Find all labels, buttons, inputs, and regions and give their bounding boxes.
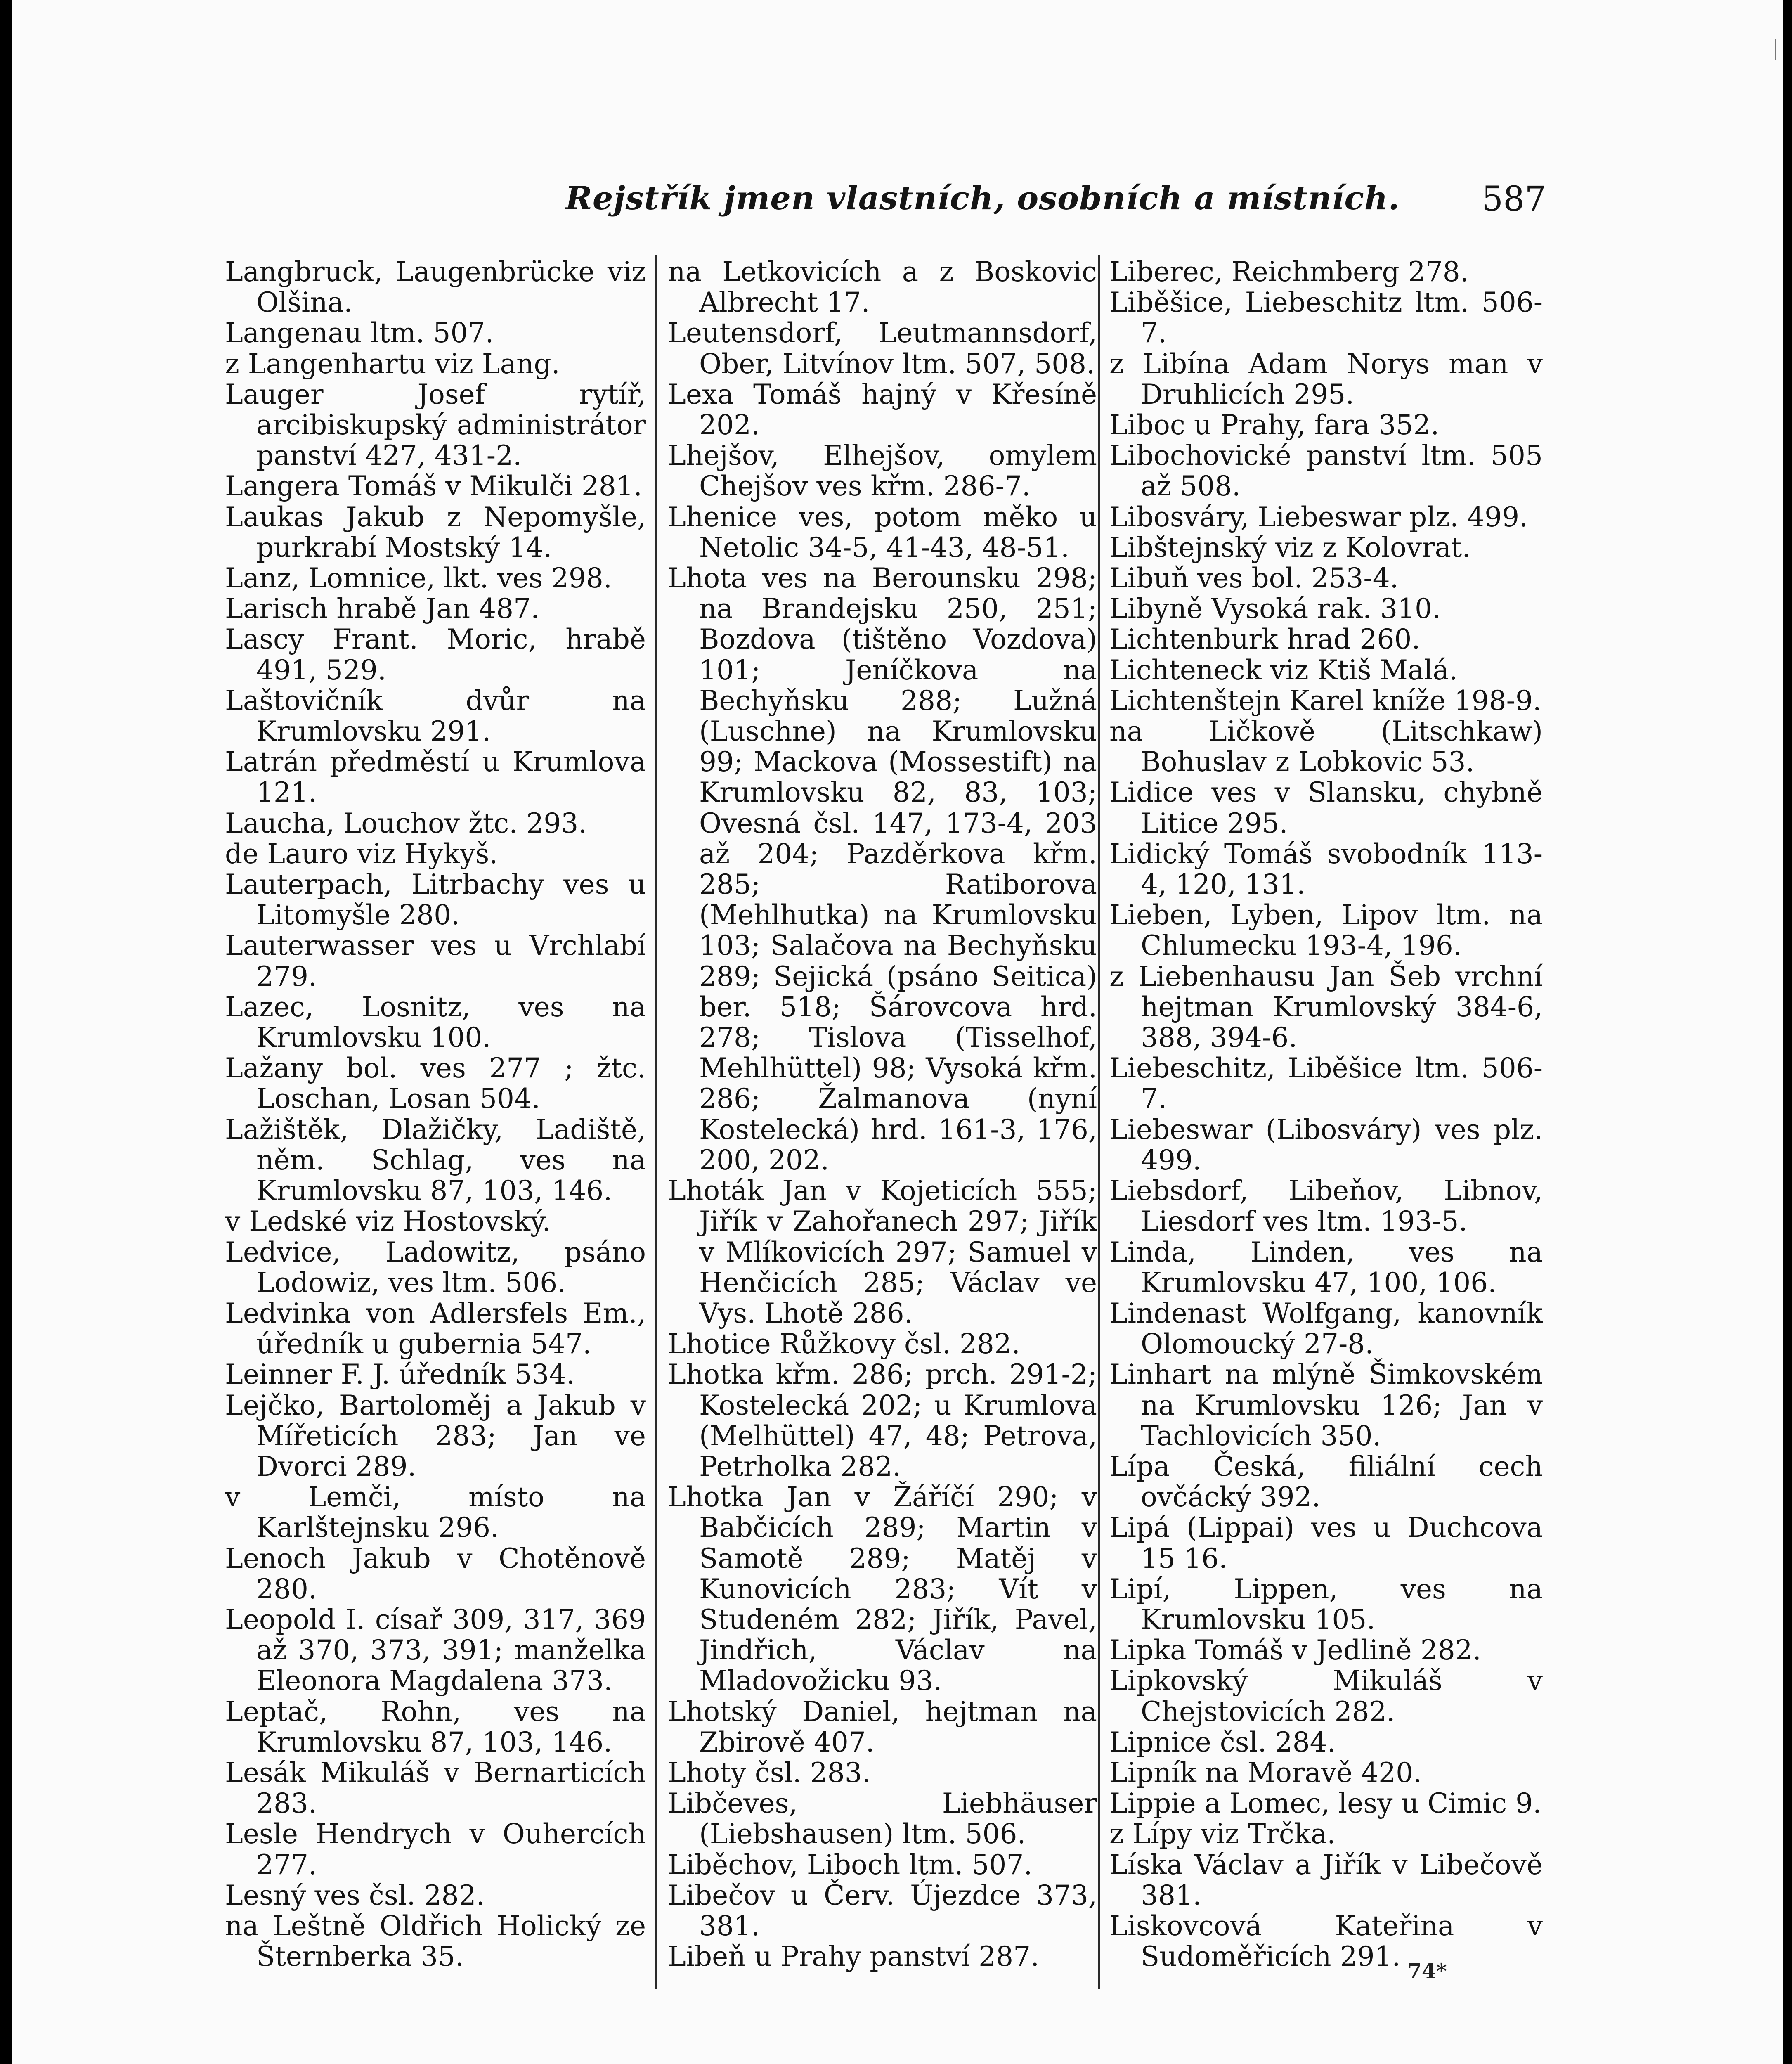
index-entry: Lhotka křm. 286; prch. 291-2; Kostelecká 202; u Krumlova (Melhüttel) 47, 48; Petrova, Petrholka 282.: [668, 1359, 1097, 1482]
index-entry: Libeň u Prahy panství 287.: [668, 1941, 1040, 1973]
index-entry: Linhart na mlýně Šimkovském na Krumlovsku 126; Jan v Tachlovicích 350.: [1109, 1359, 1543, 1452]
index-entry: Laucha, Louchov žtc. 293.: [225, 807, 587, 839]
index-entry: Leopold I. císař 309, 317, 369 až 370, 373, 391; manželka Eleonora Magdalena 373.: [225, 1603, 646, 1697]
index-entry: Lichtenburk hrad 260.: [1109, 623, 1421, 656]
column-rule-left: [655, 255, 657, 1989]
index-entry: Líska Václav a Jiřík v Libečově 381.: [1109, 1849, 1543, 1911]
index-entry: Lažany bol. ves 277 ; žtc. Loschan, Losan 504.: [225, 1052, 646, 1115]
index-entry: Lhoty čsl. 283.: [668, 1756, 871, 1789]
index-entry: Liebeschitz, Liběšice ltm. 506-7.: [1109, 1052, 1543, 1115]
index-entry: Libyně Vysoká rak. 310.: [1109, 593, 1441, 625]
index-entry: Lhotice Růžkovy čsl. 282.: [668, 1328, 1020, 1360]
index-entry: Lesák Mikuláš v Bernarticích 283.: [225, 1756, 646, 1820]
index-column-1: [225, 257, 646, 1986]
index-entry: Lípa Česká, filiální cech ovčácký 392.: [1109, 1450, 1543, 1513]
index-entry: Libštejnský viz z Kolovrat.: [1109, 531, 1471, 563]
index-entry: v Lemči, místo na Karlštejnsku 296.: [225, 1481, 646, 1544]
index-entry: Leutensdorf, Leutmannsdorf, Ober, Litvínov ltm. 507, 508.: [668, 317, 1097, 380]
index-entry: Lieben, Lyben, Lipov ltm. na Chlumecku 193-4, 196.: [1109, 899, 1543, 962]
index-entry: z Liebenhausu Jan Šeb vrchní hejtman Krumlovský 384-6, 388, 394-6.: [1109, 960, 1543, 1054]
index-entry: Lauterpach, Litrbachy ves u Litomyšle 280.: [225, 869, 646, 931]
index-entry: Lippie a Lomec, lesy u Cimic 9.: [1109, 1787, 1542, 1820]
index-entry: Linda, Linden, ves na Krumlovsku 47, 100, 106.: [1109, 1236, 1543, 1299]
index-entry: Liboc u Prahy, fara 352.: [1109, 409, 1440, 441]
index-entry: Lidice ves v Slansku, chybně Litice 295.: [1109, 776, 1543, 839]
index-entry: Leinner F. J. úředník 534.: [225, 1359, 575, 1391]
index-entry: z Langenhartu viz Lang.: [225, 348, 560, 380]
index-entry: Lauger Josef rytíř, arcibiskupský administrátor panství 427, 431-2.: [225, 378, 646, 472]
page-number: 587: [1482, 180, 1546, 219]
index-entry: Lipkovský Mikuláš v Chejstovicích 282.: [1109, 1665, 1543, 1728]
index-entry: na Leštně Oldřich Holický ze Šternberka 35.: [225, 1910, 646, 1973]
index-entry: Lipka Tomáš v Jedlině 282.: [1109, 1634, 1481, 1666]
index-entry: Lascy Frant. Moric, hrabě 491, 529.: [225, 623, 646, 686]
index-entry: Lhotský Daniel, hejtman na Zbirově 407.: [668, 1695, 1097, 1758]
index-entry: Laštovičník dvůr na Krumlovsku 291.: [225, 684, 646, 748]
index-entry: de Lauro viz Hykyš.: [225, 838, 498, 870]
index-entry: Lichteneck viz Ktiš Malá.: [1109, 654, 1458, 686]
index-entry: Lhota ves na Berounsku 298; na Brandejsku 250, 251; Bozdova (tištěno Vozdova) 101; Jeníčkova na Bechyňsku 288; Lužná (Luschne) na Krumlovsku 99; Mackova (Mossestift) na Krumlovsku 82, 83, 103; Ovesná čsl. 147, 173-4, 203 až 204; Pazděrkova křm. 285; Ratiborova (Mehlhutka) na Krumlovsku 103; Salačova na Bechyňsku 289; Sejická (psáno Seitica) ber. 518; Šárovcova hrd. 278; Tislova (Tisselhof, Mehlhüttel) 98; Vysoká křm. 286; Žalmanova (nyní Kostelecká) hrd. 161-3, 176, 200, 202.: [668, 562, 1097, 1176]
index-entry: Lesle Hendrych v Ouhercích 277.: [225, 1818, 646, 1881]
index-entry: Liberec, Reichmberg 278.: [1109, 257, 1469, 288]
index-entry: Ledvinka von Adlersfels Em., úředník u gubernia 547.: [225, 1297, 646, 1360]
index-entry: Libosváry, Liebeswar plz. 499.: [1109, 501, 1528, 533]
index-entry: Langenau ltm. 507.: [225, 317, 494, 349]
index-entry: Libuň ves bol. 253-4.: [1109, 562, 1399, 594]
index-entry: Lesný ves čsl. 282.: [225, 1879, 485, 1911]
index-column-2: [668, 257, 1097, 1986]
index-entry: Leptač, Rohn, ves na Krumlovsku 87, 103, 146.: [225, 1695, 646, 1758]
index-entry: Lipá (Lippai) ves u Duchcova 15 16.: [1109, 1512, 1543, 1574]
index-entry: Libčeves, Liebhäuser (Liebshausen) ltm. 506.: [668, 1787, 1097, 1850]
index-entry: Libečov u Červ. Újezdce 373, 381.: [668, 1879, 1097, 1942]
index-entry: na Letkovicích a z Boskovic Albrecht 17.: [668, 257, 1097, 319]
column-rule-right: [1098, 255, 1100, 1989]
index-entry: Lichtenštejn Karel kníže 198-9.: [1109, 684, 1541, 717]
index-entry: Langera Tomáš v Mikulči 281.: [225, 470, 642, 502]
printer-signature: 74*: [1407, 1959, 1447, 1983]
index-column-3: [1109, 257, 1543, 1986]
running-header: [12, 167, 1783, 233]
index-entry: Larisch hrabě Jan 487.: [225, 593, 540, 625]
scan-edge-mark: [1775, 39, 1776, 60]
document-page: [12, 0, 1783, 2064]
index-entry: Lažištěk, Dlažičky, Ladiště, něm. Schlag, ves na Krumlovsku 87, 103, 146.: [225, 1113, 646, 1207]
index-entry: Lanz, Lomnice, lkt. ves 298.: [225, 562, 612, 594]
index-entry: z Lípy viz Trčka.: [1109, 1818, 1336, 1850]
index-entry: Lhoták Jan v Kojeticích 555; Jiřík v Zahořanech 297; Jiřík v Mlíkovicích 297; Samuel v Henčicích 285; Václav ve Vys. Lhotě 286.: [668, 1175, 1097, 1329]
index-entry: Lipník na Moravě 420.: [1109, 1756, 1422, 1789]
index-entry: Lenoch Jakub v Chotěnově 280.: [225, 1542, 646, 1605]
index-entry: Lazec, Losnitz, ves na Krumlovsku 100.: [225, 991, 646, 1054]
index-entry: Liebeswar (Libosváry) ves plz. 499.: [1109, 1113, 1543, 1176]
index-entry: Lejčko, Bartoloměj a Jakub v Mířeticích 283; Jan ve Dvorci 289.: [225, 1389, 646, 1482]
index-entry: Langbruck, Laugenbrücke viz Olšina.: [225, 257, 646, 319]
index-entry: Lhotka Jan v Žáříčí 290; v Babčicích 289; Martin v Samotě 289; Matěj v Kunovicích 283; Vít v Studeném 282; Jiřík, Pavel, Jindřich, Václav na Mladovožicku 93.: [668, 1481, 1097, 1697]
index-entry: Liskovcová Kateřina v Sudoměřicích 291.: [1109, 1910, 1543, 1973]
index-entry: Lipnice čsl. 284.: [1109, 1726, 1336, 1758]
index-entry: Lidický Tomáš svobodník 113-4, 120, 131.: [1109, 838, 1543, 901]
header-title: Rejstřík jmen vlastních, osobních a místních.: [565, 180, 1400, 217]
index-entry: Ledvice, Ladowitz, psáno Lodowiz, ves ltm. 506.: [225, 1236, 646, 1299]
index-entry: Lipí, Lippen, ves na Krumlovsku 105.: [1109, 1573, 1543, 1636]
index-entry: Lindenast Wolfgang, kanovník Olomoucký 27-8.: [1109, 1297, 1543, 1360]
index-entry: Lauterwasser ves u Vrchlabí 279.: [225, 930, 646, 992]
index-entry: Lhenice ves, potom měko u Netolic 34-5, 41-43, 48-51.: [668, 501, 1097, 563]
index-entry: Liebsdorf, Libeňov, Libnov, Liesdorf ves ltm. 193-5.: [1109, 1175, 1543, 1238]
index-entry: Liběchov, Liboch ltm. 507.: [668, 1849, 1033, 1881]
index-entry: na Ličkově (Litschkaw) Bohuslav z Lobkovic 53.: [1109, 715, 1543, 778]
index-entry: Lhejšov, Elhejšov, omylem Chejšov ves křm. 286-7.: [668, 440, 1097, 502]
index-entry: Lexa Tomáš hajný v Křesíně 202.: [668, 378, 1097, 441]
index-entry: Latrán předměstí u Krumlova 121.: [225, 746, 646, 809]
index-entry: Libochovické panství ltm. 505 až 508.: [1109, 440, 1543, 502]
index-entry: z Libína Adam Norys man v Druhlicích 295.: [1109, 348, 1543, 410]
index-entry: v Ledské viz Hostovský.: [225, 1205, 551, 1238]
index-entry: Laukas Jakub z Nepomyšle, purkrabí Mostský 14.: [225, 501, 646, 563]
index-entry: Liběšice, Liebeschitz ltm. 506-7.: [1109, 286, 1543, 349]
